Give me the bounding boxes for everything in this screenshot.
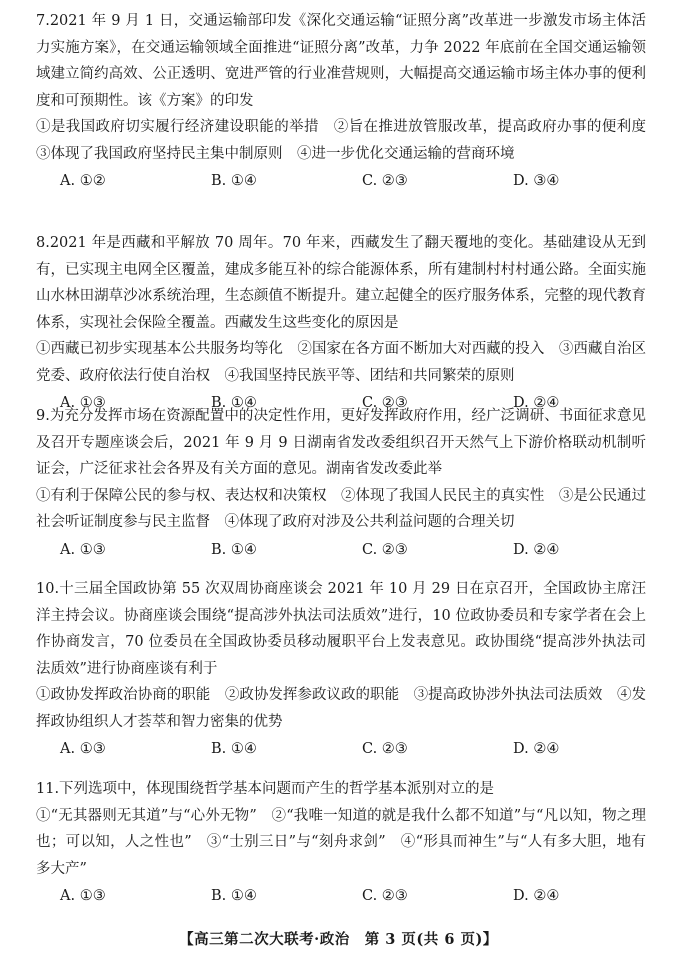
question-stem: 7.2021 年 9 月 1 日，交通运输部印发《深化交通运输“证照分离”改革进一步激发市场主体活力实施方案》，在交通运输领域全面推进“证照分离”改革，力争 2022 年底前在全国交通运输领域建立简约高效、公正透明、宽进严管的行业准营规则，大幅提高交通运输市场主体办事的便利度和可预期性。该《方案》的印发 xyxy=(36,13,646,109)
question-options: ①“无其器则无其道”与“心外无物” ②“我唯一知道的就是我什么都不知道”与“凡以知，物之理也；可以知，人之性也” ③“士别三日”与“刻舟求剑” ④“形具而神生”与“人有多大胆，地有多大产” xyxy=(36,807,646,877)
choice-c[interactable]: C. ②③ xyxy=(362,173,408,189)
choice-a[interactable]: A. ①② xyxy=(60,173,106,189)
choice-d[interactable]: D. ③④ xyxy=(513,173,560,189)
choice-c[interactable]: C. ②③ xyxy=(362,395,408,411)
choice-c[interactable]: C. ②③ xyxy=(362,541,408,558)
page-footer: 【高三第二次大联考·政治 第 3 页(共 6 页)】 xyxy=(179,931,498,948)
answer-choices xyxy=(36,883,646,909)
choice-c[interactable]: C. ②③ xyxy=(362,741,408,757)
question-10 xyxy=(36,576,646,762)
choice-b[interactable]: B. ①④ xyxy=(211,395,257,411)
question-stem: 9.为充分发挥市场在资源配置中的决定性作用，更好发挥政府作用，经广泛调研、书面征求意见及召开专题座谈会后，2021 年 9 月 9 日湖南省发改委组织召开天然气上下游价格联动机制听证会，广泛征求社会各界及有关方面的意见。湖南省发改委此举 xyxy=(36,408,646,477)
question-options: ①是我国政府切实履行经济建设职能的举措 ②旨在推进放管服改革，提高政府办事的便利度 ③体现了我国政府坚持民主集中制原则 ④进一步优化交通运输的营商环境 xyxy=(36,119,661,162)
answer-choices xyxy=(36,736,646,762)
question-9 xyxy=(36,403,646,563)
question-11 xyxy=(36,776,646,909)
choice-a[interactable]: A. ①③ xyxy=(60,541,106,558)
question-options: ①有利于保障公民的参与权、表达权和决策权 ②体现了我国人民民主的真实性 ③是公民通过社会听证制度参与民主监督 ④体现了政府对涉及公共利益问题的合理关切 xyxy=(36,487,646,530)
choice-a[interactable]: A. ①③ xyxy=(60,395,106,411)
choice-b[interactable]: B. ①④ xyxy=(211,888,257,904)
choice-d[interactable]: D. ②④ xyxy=(513,888,560,904)
choice-a[interactable]: A. ①③ xyxy=(60,888,106,904)
choice-d[interactable]: D. ②④ xyxy=(513,741,560,757)
question-8 xyxy=(36,230,646,416)
question-stem: 8.2021 年是西藏和平解放 70 周年。70 年来，西藏发生了翻天覆地的变化。基础建设从无到有，已实现主电网全区覆盖，建成多能互补的综合能源体系，所有建制村村村通公路。全面实施山水林田湖草沙冰系统治理，生态颜值不断提升。建立起健全的医疗服务体系，完整的现代教育体系，实现社会保险全覆盖。西藏发生这些变化的原因是 xyxy=(36,235,646,331)
choice-b[interactable]: B. ①④ xyxy=(211,741,257,757)
choice-b[interactable]: B. ①④ xyxy=(211,541,257,558)
choice-b[interactable]: B. ①④ xyxy=(211,173,257,189)
question-stem: 10.十三届全国政协第 55 次双周协商座谈会 2021 年 10 月 29 日在京召开，全国政协主席汪洋主持会议。协商座谈会围绕“提高涉外执法司法质效”进行，10 位政协委员和专家学者在会上作协商发言，70 位委员在全国政协委员移动履职平台上发表意见。政协围绕“提高涉外执法司法质效”进行协商座谈有利于 xyxy=(36,581,646,677)
question-stem: 11.下列选项中，体现围绕哲学基本问题而产生的哲学基本派别对立的是 xyxy=(36,781,495,797)
choice-a[interactable]: A. ①③ xyxy=(60,741,106,757)
question-options: ①西藏已初步实现基本公共服务均等化 ②国家在各方面不断加大对西藏的投入 ③西藏自治区党委、政府依法行使自治权 ④我国坚持民族平等、团结和共同繁荣的原则 xyxy=(36,341,646,384)
answer-choices xyxy=(36,168,646,194)
choice-c[interactable]: C. ②③ xyxy=(362,888,408,904)
choice-d[interactable]: D. ②④ xyxy=(513,541,560,558)
question-7 xyxy=(36,8,661,194)
choice-d[interactable]: D. ②④ xyxy=(513,395,560,411)
question-options: ①政协发挥政治协商的职能 ②政协发挥参政议政的职能 ③提高政协涉外执法司法质效 ④发挥政协组织人才荟萃和智力密集的优势 xyxy=(36,687,646,730)
answer-choices xyxy=(36,537,646,563)
